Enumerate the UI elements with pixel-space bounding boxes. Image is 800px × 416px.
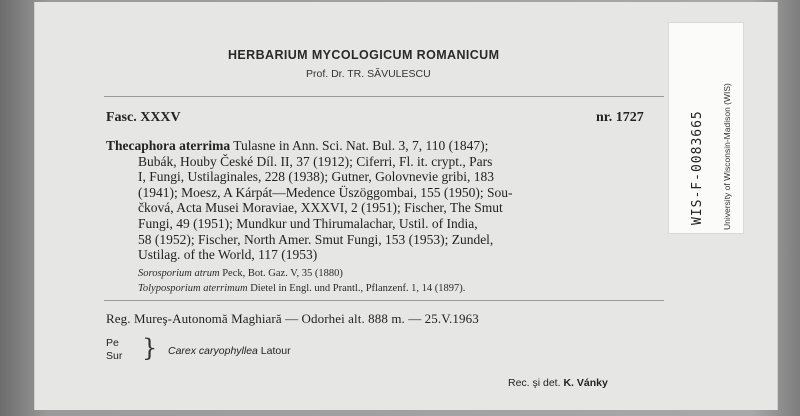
host-prefix-sur: Sur — [106, 350, 123, 362]
species-citation-block — [106, 138, 662, 263]
synonym-name: Tolyposporium aterrimum — [138, 283, 248, 294]
barcode-sticker — [668, 22, 744, 234]
citation-line: Ustilag. of the World, 117 (1953) — [138, 247, 318, 263]
citation-line: Fungi, 49 (1951); Mundkur und Thirumalachar, Ustil. of India, — [138, 215, 478, 231]
citation-line: I, Fungi, Ustilaginales, 228 (1938); Gutner, Golovnevie gribi, 183 — [138, 169, 495, 185]
species-first-line — [106, 138, 662, 154]
synonym-citation: Peck, Bot. Gaz. V, 35 (1880) — [219, 268, 343, 279]
citation-line: (1941); Moesz, A Kárpát—Medence Üszöggombai, 155 (1950); Sou- — [138, 184, 513, 200]
species-citation: Tulasne in Ann. Sci. Nat. Bul. 3, 7, 110 (1847); — [230, 138, 489, 153]
host-author: Latour — [257, 345, 291, 357]
collector-line — [508, 377, 608, 389]
host-name: Carex caryophyllea — [168, 345, 258, 357]
citation-line: 58 (1952); Fischer, North Amer. Smut Fungi, 153 (1953); Zundel, — [138, 231, 494, 247]
synonym-line — [138, 283, 465, 294]
citation-line: Bubák, Houby České Díl. II, 37 (1912); Ciferri, Fl. it. crypt., Pars — [138, 153, 493, 169]
fascicle-label: Fasc. XXXV — [106, 110, 181, 125]
barcode-code: WIS-F-0083665 — [690, 110, 705, 225]
divider-middle — [104, 300, 664, 301]
collector-name: K. Vánky — [563, 377, 608, 389]
collector-prefix: Rec. şi det. — [508, 377, 564, 389]
herbarium-title: HERBARIUM MYCOLOGICUM ROMANICUM — [228, 48, 500, 62]
host-plant — [168, 345, 291, 357]
synonym-citation: Dietel in Engl. und Prantl., Pflanzenf. 1, 14 (1897). — [247, 283, 466, 294]
host-brace: } — [142, 334, 158, 362]
barcode-institution: University of Wisconsin-Madison (WIS) — [722, 83, 732, 230]
divider-top — [104, 96, 664, 97]
herbarium-editor: Prof. Dr. TR. SĂVULESCU — [306, 68, 431, 80]
citation-line: čková, Acta Musei Moraviae, XXXVI, 2 (1951); Fischer, The Smut — [138, 200, 503, 216]
collection-locality: Reg. Mureş-Autonomă Maghiară — Odorhei alt. 888 m. — 25.V.1963 — [106, 311, 479, 326]
specimen-number: nr. 1727 — [596, 110, 644, 125]
synonym-line — [138, 268, 343, 279]
host-prefix-pe: Pe — [106, 337, 119, 349]
species-name: Thecaphora aterrima — [106, 138, 231, 153]
host-prefix — [106, 337, 122, 363]
synonym-name: Sorosporium atrum — [138, 268, 220, 279]
